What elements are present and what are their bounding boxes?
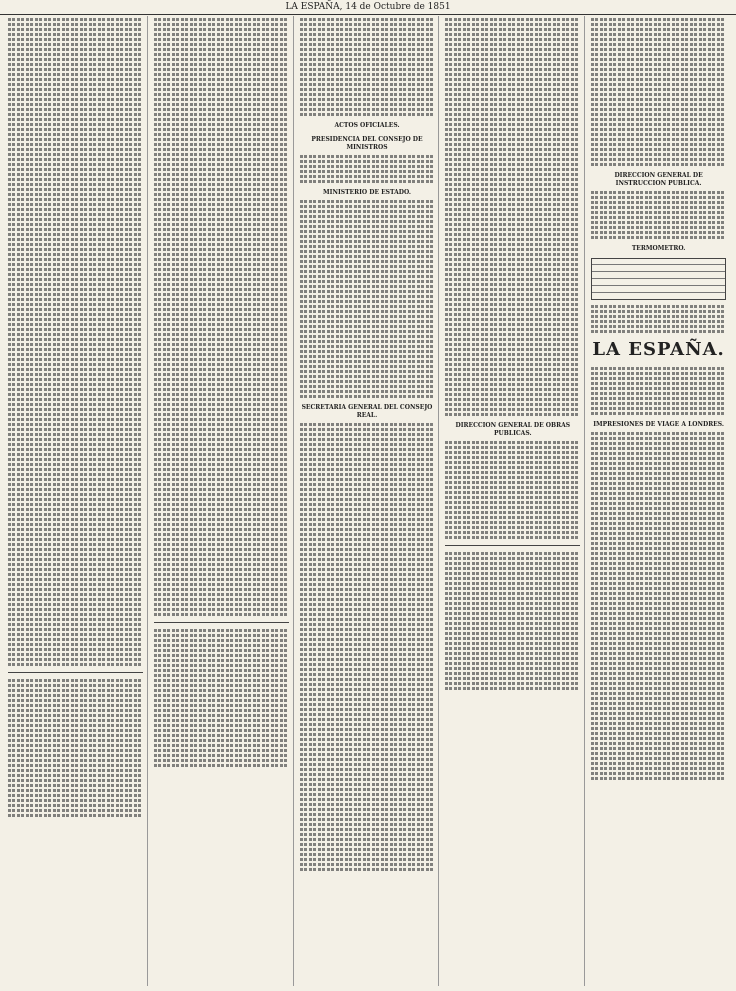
section-title-obras: DIRECCION GENERAL DE OBRAS PUBLICAS. — [455, 422, 571, 437]
article-text — [445, 18, 580, 416]
section-title-instruccion: DIRECCION GENERAL DE INSTRUCCION PUBLICA. — [614, 172, 703, 187]
section-title-termometro: TERMOMETRO. — [631, 245, 686, 252]
article-text — [300, 200, 435, 398]
column-5 — [591, 16, 730, 986]
column-divider — [8, 672, 143, 673]
article-text — [154, 18, 289, 616]
article-text — [300, 155, 435, 183]
newspaper-columns — [8, 16, 730, 986]
article-text — [445, 441, 580, 539]
serial-story-text — [154, 629, 289, 767]
article-text — [591, 432, 726, 780]
article-text — [591, 305, 726, 333]
column-2 — [154, 16, 294, 986]
section-title-secretaria: SECRETARIA GENERAL DEL CONSEJO REAL. — [301, 404, 433, 419]
newspaper-header-title: LA ESPAÑA, 14 de Octubre de 1851 — [285, 2, 451, 12]
page-header — [0, 0, 736, 15]
article-text — [591, 367, 726, 415]
column-1 — [8, 16, 148, 986]
masthead-title: LA ESPAÑA. — [592, 339, 725, 360]
article-text — [300, 423, 435, 871]
serial-story-text — [445, 552, 580, 690]
section-title-actos: ACTOS OFICIALES. — [334, 122, 400, 129]
section-title-presidencia: PRESIDENCIA DEL CONSEJO DE MINISTROS — [311, 136, 423, 151]
article-text — [591, 18, 726, 166]
section-title-impresiones: IMPRESIONES DE VIAGE A LONDRES. — [593, 421, 724, 428]
article-text — [591, 191, 726, 239]
article-text — [8, 18, 143, 666]
section-title-ministerio: MINISTERIO DE ESTADO. — [323, 189, 411, 196]
column-4 — [445, 16, 585, 986]
serial-story-text — [8, 679, 143, 817]
weather-table — [591, 258, 726, 300]
column-divider — [154, 622, 289, 623]
column-3 — [300, 16, 440, 986]
article-text — [300, 18, 435, 116]
column-divider — [445, 545, 580, 546]
